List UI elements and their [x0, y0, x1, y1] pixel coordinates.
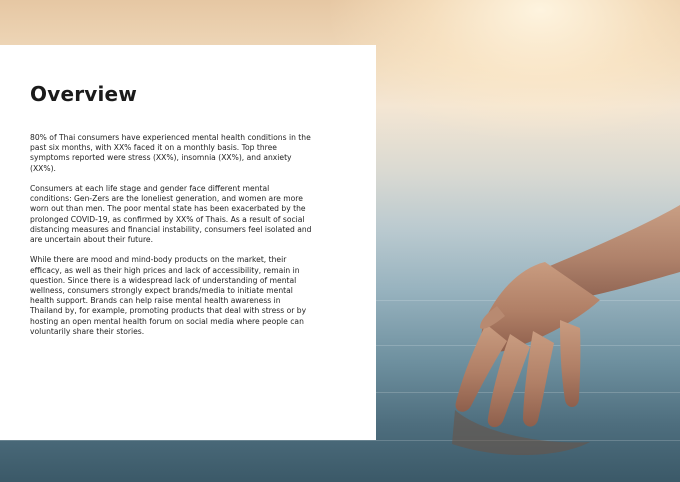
- overview-paragraph: Consumers at each life stage and gender face different mental conditions: Gen-Zers are the loneliest generation, and women are more worn out than men. The poor mental state has been exacerbated by the prolonged COVID-19, as confirmed by XX% of Thais. As a result of social distancing measures and financial instability, consumers feel isolated and are uncertain about their future.: [30, 184, 312, 245]
- overview-body: [30, 133, 312, 347]
- overview-panel: [0, 45, 376, 440]
- overview-paragraph: 80% of Thai consumers have experienced mental health conditions in the past six months, with XX% faced it on a monthly basis. Top three symptoms reported were stress (XX%), insomnia (XX%), and anxiety (XX%).: [30, 133, 311, 173]
- page-title: Overview: [30, 82, 138, 106]
- overview-paragraph: While there are mood and mind-body products on the market, their efficacy, as well as their high prices and lack of accessibility, remain in question. Since there is a widespread lack of understanding of mental wellness, consumers strongly expect brands/media to initiate mental health support. Brands can help raise mental health awareness in Thailand by, for example, promoting products that deal with stress or by hosting an open mental health forum on social media where people can voluntarily share their stories.: [30, 255, 307, 336]
